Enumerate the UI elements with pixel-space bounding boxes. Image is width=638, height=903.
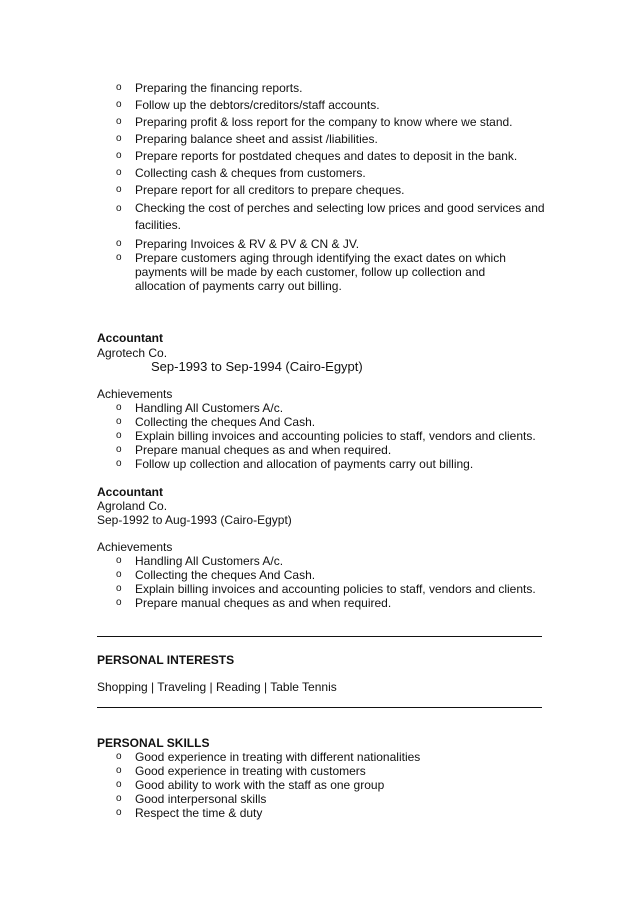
list-item: o Preparing Invoices & RV & PV & CN & JV. [116,237,360,251]
list-item: o Good experience in treating with different nationalities [116,750,421,764]
list-item: o Collecting the cheques And Cash. [116,415,316,429]
list-item: o Prepare manual cheques as and when required. [116,443,392,457]
list-item: o Follow up the debtors/creditors/staff accounts. [116,98,380,112]
bullet-icon: o [116,444,122,455]
list-item: o Checking the cost of perches and selecting low prices and good services and facilities. [116,201,545,232]
bullet-icon: o [116,583,122,594]
interests-text: Shopping | Traveling | Reading | Table Tennis [97,680,337,694]
list-item: o Collecting cash & cheques from customers. [116,166,366,180]
list-item: o Collecting the cheques And Cash. [116,568,316,582]
list-item: o Preparing balance sheet and assist /liabilities. [116,132,378,146]
bullet-icon: o [116,765,122,776]
bullet-icon: o [116,793,122,804]
bullet-icon: o [116,238,122,249]
bullet-icon: o [116,203,122,214]
section-divider [97,636,542,637]
section-divider [97,707,542,708]
bullet-icon: o [116,458,122,469]
bullet-icon: o [116,116,122,127]
list-item: o Explain billing invoices and accounting policies to staff, vendors and clients. [116,582,536,596]
job-title: Accountant [97,331,163,345]
bullet-icon: o [116,167,122,178]
list-item: o Handling All Customers A/c. [116,554,284,568]
list-item: o Good experience in treating with customers [116,764,366,778]
list-item: o Good interpersonal skills [116,792,267,806]
bullet-icon: o [116,569,122,580]
list-item: o Prepare manual cheques as and when required. [116,596,392,610]
bullet-icon: o [116,402,122,413]
bullet-icon: o [116,99,122,110]
bullet-icon: o [116,751,122,762]
list-item: o Respect the time & duty [116,806,263,820]
bullet-icon: o [116,779,122,790]
list-item: o Good ability to work with the staff as one group [116,778,385,792]
bullet-icon: o [116,184,122,195]
achievements-label: Achievements [97,540,173,554]
bullet-icon: o [116,597,122,608]
section-heading: PERSONAL INTERESTS [97,653,235,667]
job-period: Sep-1993 to Sep-1994 (Cairo-Egypt) [151,359,363,374]
list-item: o Explain billing invoices and accounting policies to staff, vendors and clients. [116,429,536,443]
list-item: o Prepare report for all creditors to prepare cheques. [116,183,405,197]
bullet-icon: o [116,150,122,161]
section-heading: PERSONAL SKILLS [97,736,210,750]
company-name: Agrotech Co. [97,346,168,360]
skills-list [0,750,560,820]
list-item: o Prepare customers aging through identifying the exact dates on which payments will be made by each customer, follow up collection and allocation of payments carry out billing. [116,251,506,293]
achievements-label: Achievements [97,387,173,401]
achievements-list [0,401,560,471]
list-item: o Prepare reports for postdated cheques and dates to deposit in the bank. [116,149,518,163]
list-item: o Preparing the financing reports. [116,81,303,95]
list-item: o Handling All Customers A/c. [116,401,284,415]
bullet-icon: o [116,555,122,566]
company-name: Agroland Co. [97,499,168,513]
duties-list [0,81,560,296]
bullet-icon: o [116,430,122,441]
job-period: Sep-1992 to Aug-1993 (Cairo-Egypt) [97,513,292,527]
bullet-icon: o [116,252,122,263]
bullet-icon: o [116,807,122,818]
list-item: o Preparing profit & loss report for the company to know where we stand. [116,115,513,129]
bullet-icon: o [116,133,122,144]
bullet-icon: o [116,416,122,427]
list-item: o Follow up collection and allocation of payments carry out billing. [116,457,474,471]
bullet-icon: o [116,82,122,93]
job-title: Accountant [97,485,163,499]
achievements-list [0,554,560,610]
